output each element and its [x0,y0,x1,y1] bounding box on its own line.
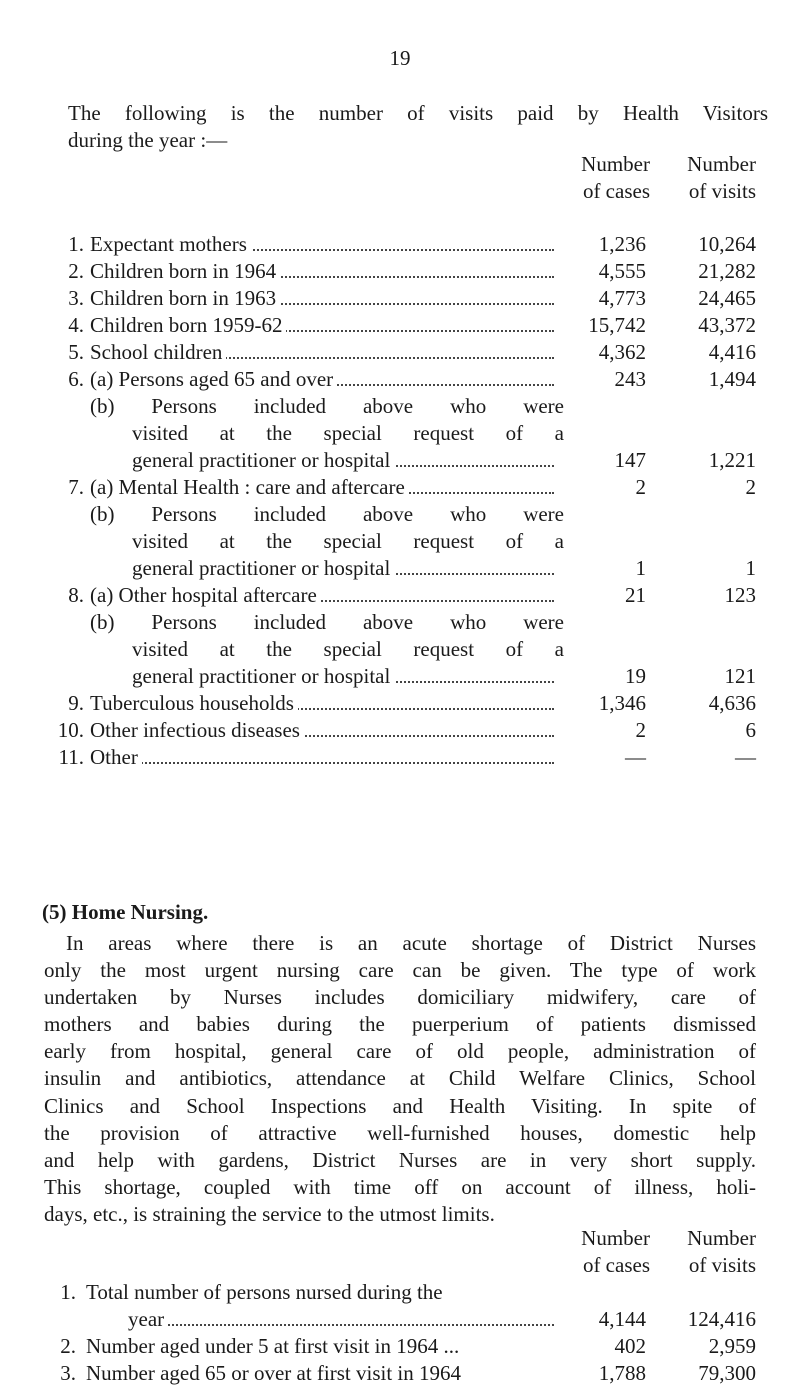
row-label: Other [90,744,554,771]
row-label: visited at the special request of a [132,637,564,661]
header-line: Number [581,1226,650,1250]
row-number: 2. [68,259,84,283]
cases-value: 4,144 [598,1307,646,1331]
row-label: visited at the special request of a [132,529,564,553]
row-number: 10. [57,718,84,742]
intro-line: during the year :— [68,128,228,152]
visits-value: 43,372 [698,313,756,337]
row-number: 4. [68,313,84,337]
cases-value: 2 [635,718,646,742]
table-row [0,582,800,609]
cases-value: 21 [625,583,646,607]
home-nursing-paragraph [44,930,756,1228]
row-label: (b) Persons included above who were [90,610,564,634]
table-row [0,1333,800,1360]
row-number: 2. [60,1334,76,1358]
row-number: 3. [68,286,84,310]
row-number: 3. [60,1361,76,1385]
table-row [0,636,800,663]
cases-value: 1,346 [598,691,646,715]
visits-value: 4,636 [708,691,756,715]
paragraph-line: and help with gardens, District Nurses are in very short supply. [44,1147,756,1172]
visits-value: 24,465 [698,286,756,310]
paragraph-line: the provision of attractive well-furnished houses, domestic help [44,1120,756,1145]
cases-value: 4,362 [598,340,646,364]
row-label: (a) Persons aged 65 and over [90,366,554,393]
table-row [0,528,800,555]
visits-value: 2,959 [708,1334,756,1358]
section-heading: (5) Home Nursing. [42,900,209,924]
nursing-visits-header [636,1225,756,1279]
visits-value: — [735,745,756,769]
header-line: of visits [688,1253,756,1277]
row-number: 11. [58,745,84,769]
row-number: 9. [68,691,84,715]
row-number: 5. [68,340,84,364]
row-label: (a) Other hospital aftercare [90,582,554,609]
row-label: year [128,1306,554,1333]
visits-value: 4,416 [708,340,756,364]
row-label: Children born in 1963 [90,285,554,312]
cases-value: 15,742 [588,313,646,337]
cases-value: 2 [635,475,646,499]
row-label: Tuberculous households [90,690,554,717]
paragraph-line: Clinics and School Inspections and Health Visiting. In spite of [44,1093,756,1118]
row-number: 1. [68,232,84,256]
table-row [0,663,800,690]
row-number: 6. [68,367,84,391]
cases-value: 4,773 [598,286,646,310]
row-label: (b) Persons included above who were [90,502,564,526]
table-row [0,366,800,393]
paragraph-line: early from hospital, general care of old people, administration of [44,1039,756,1064]
cases-value: 1,236 [598,232,646,256]
cases-value: — [625,745,646,769]
row-label: Expectant mothers [90,231,554,258]
row-label: (a) Mental Health : care and aftercare [90,474,554,501]
table-row [0,1306,800,1333]
table-row [0,1279,800,1306]
cases-value: 1 [635,556,646,580]
table-row [0,744,800,771]
header-line: of cases [582,1253,650,1277]
intro-text [68,100,768,154]
row-label: visited at the special request of a [132,421,564,445]
table-row [0,474,800,501]
row-number: 1. [60,1280,76,1304]
paragraph-line: undertaken by Nurses includes domiciliary midwifery, care of [44,985,756,1010]
table-row [0,258,800,285]
row-label: School children [90,339,554,366]
paragraph-line: In areas where there is an acute shortage of District Nurses [66,931,756,955]
table-row [0,447,800,474]
table-row [0,609,800,636]
visits-value: 2 [745,475,756,499]
table-row [0,717,800,744]
visits-value: 6 [745,718,756,742]
row-number: 8. [68,583,84,607]
intro-line: The following is the number of visits paid by Health Visitors [68,101,768,125]
visits-value: 121 [724,664,756,688]
visits-value: 123 [724,583,756,607]
row-label: Total number of persons nursed during the [86,1280,443,1304]
row-number: 7. [68,475,84,499]
header-line: of cases [582,179,650,203]
cases-value: 1,788 [598,1361,646,1385]
table-row [0,690,800,717]
header-line: Number [687,1226,756,1250]
paragraph-line: insulin and antibiotics, attendance at Child Welfare Clinics, School [44,1066,756,1091]
table-row [0,312,800,339]
table-row [0,393,800,420]
row-label: general practitioner or hospital [132,555,554,582]
cases-value: 402 [614,1334,646,1358]
cases-value: 243 [614,367,646,391]
table-row [0,420,800,447]
paragraph-line: mothers and babies during the puerperium of patients dismissed [44,1012,756,1037]
visits-cases-header [530,151,650,205]
visits-value: 79,300 [698,1361,756,1385]
cases-value: 19 [625,664,646,688]
page-number: 19 [389,46,411,70]
table-row [0,1360,800,1387]
row-label: Children born in 1964 [90,258,554,285]
row-label: (b) Persons included above who were [90,394,564,418]
table-row [0,555,800,582]
visits-value: 21,282 [698,259,756,283]
row-label: Number aged 65 or over at first visit in 1964 [86,1361,462,1385]
table-row [0,339,800,366]
cases-value: 4,555 [598,259,646,283]
header-line: of visits [688,179,756,203]
visits-value: 1,221 [708,448,756,472]
visits-value: 1,494 [708,367,756,391]
paragraph-line: only the most urgent nursing care can be given. The type of work [44,958,756,983]
row-label: general practitioner or hospital [132,663,554,690]
visits-value: 124,416 [687,1307,756,1331]
cases-value: 147 [614,448,646,472]
visits-value: 10,264 [698,232,756,256]
visits-visits-header [636,151,756,205]
header-line: Number [581,152,650,176]
row-label: Other infectious diseases [90,717,554,744]
paragraph-line: days, etc., is straining the service to the utmost limits. [44,1201,495,1226]
table-row [0,231,800,258]
row-label: Number aged under 5 at first visit in 1964 ... [86,1334,460,1358]
header-line: Number [687,152,756,176]
paragraph-line: This shortage, coupled with time off on account of illness, holi- [44,1174,756,1199]
row-label: general practitioner or hospital [132,447,554,474]
visits-value: 1 [745,556,756,580]
nursing-cases-header [530,1225,650,1279]
row-label: Children born 1959-62 [90,312,554,339]
table-row [0,285,800,312]
table-row [0,501,800,528]
